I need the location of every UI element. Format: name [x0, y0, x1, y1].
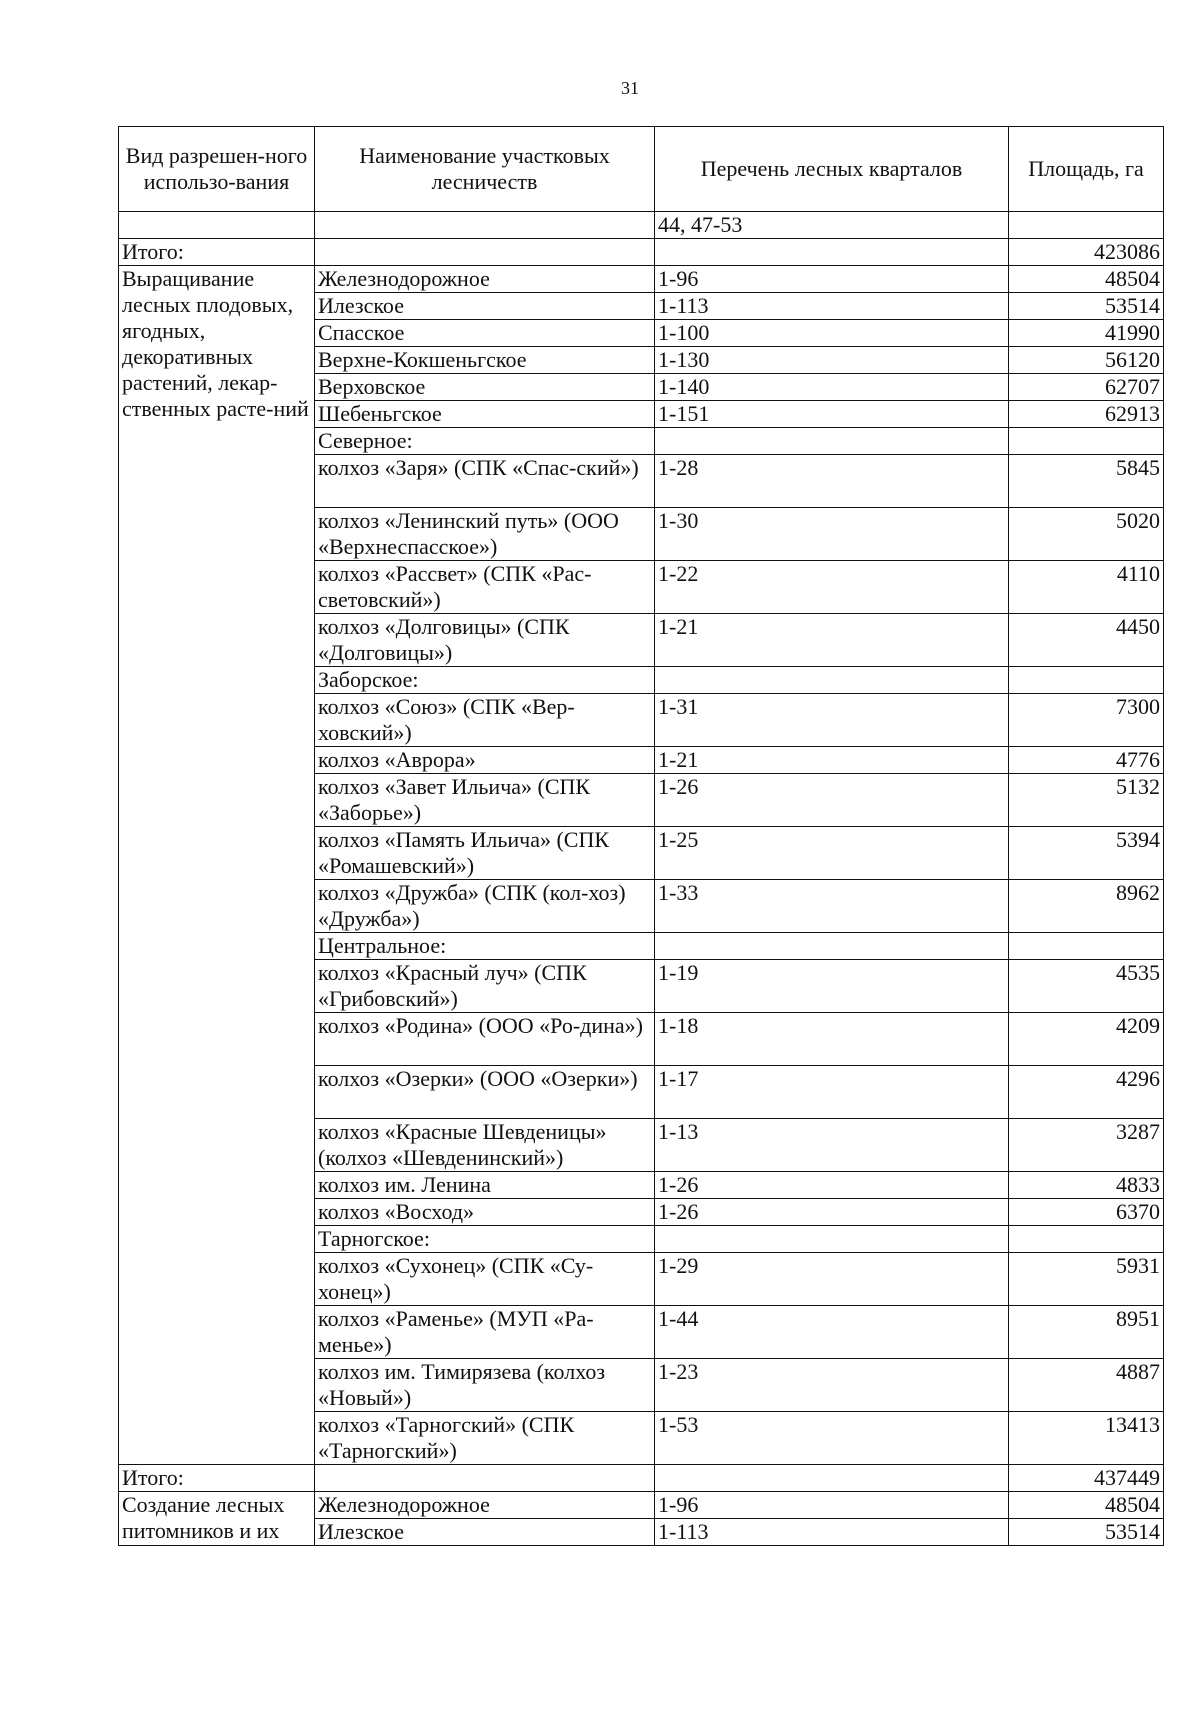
forest-use-table — [118, 126, 1164, 1546]
cell-area: 4209 — [1009, 1013, 1164, 1066]
cell-district: Железнодорожное — [315, 1492, 655, 1519]
cell-district: Центральное: — [315, 933, 655, 960]
cell-quarters: 1-44 — [655, 1306, 1009, 1359]
cell-district: колхоз «Родина» (ООО «Ро-дина») — [315, 1013, 655, 1066]
cell-quarters — [655, 667, 1009, 694]
cell-district: колхоз «Завет Ильича» (СПК «Заборье») — [315, 774, 655, 827]
cell-quarters: 1-26 — [655, 1172, 1009, 1199]
cell-area: 3287 — [1009, 1119, 1164, 1172]
cell-area: 13413 — [1009, 1412, 1164, 1465]
cell-area — [1009, 933, 1164, 960]
cell-area: 5394 — [1009, 827, 1164, 880]
cell-area: 4887 — [1009, 1359, 1164, 1412]
cell-district: колхоз «Рассвет» (СПК «Рас-световский») — [315, 561, 655, 614]
cell-area — [1009, 428, 1164, 455]
table-row — [119, 1492, 1164, 1519]
cell-quarters: 1-30 — [655, 508, 1009, 561]
cell-quarters: 1-100 — [655, 320, 1009, 347]
cell-area: 7300 — [1009, 694, 1164, 747]
cell-area: 4535 — [1009, 960, 1164, 1013]
cell-district: Илезское — [315, 1519, 655, 1546]
cell-district: Верхне-Кокшеньгское — [315, 347, 655, 374]
table-header-row — [119, 127, 1164, 212]
cell-quarters: 1-21 — [655, 747, 1009, 774]
cell-district: Илезское — [315, 293, 655, 320]
cell-area — [1009, 212, 1164, 239]
cell-district: Спасское — [315, 320, 655, 347]
cell-quarters: 1-13 — [655, 1119, 1009, 1172]
cell-area: 4110 — [1009, 561, 1164, 614]
cell-use-type: Выращивание лесных плодовых, ягодных, декоративных растений, лекар-ственных расте-ний — [119, 266, 315, 1465]
cell-area: 62707 — [1009, 374, 1164, 401]
cell-area — [1009, 667, 1164, 694]
cell-district: колхоз «Восход» — [315, 1199, 655, 1226]
cell-quarters: 1-130 — [655, 347, 1009, 374]
cell-quarters: 1-28 — [655, 455, 1009, 508]
cell-area — [1009, 1226, 1164, 1253]
cell-quarters: 1-29 — [655, 1253, 1009, 1306]
cell-quarters — [655, 428, 1009, 455]
cell-area: 8951 — [1009, 1306, 1164, 1359]
cell-district: колхоз «Сухонец» (СПК «Су-хонец») — [315, 1253, 655, 1306]
cell-quarters: 1-113 — [655, 293, 1009, 320]
header-area: Площадь, га — [1009, 127, 1164, 212]
cell-quarters: 1-140 — [655, 374, 1009, 401]
total-area: 423086 — [1009, 239, 1164, 266]
cell-quarters: 1-113 — [655, 1519, 1009, 1546]
header-quarters: Перечень лесных кварталов — [655, 127, 1009, 212]
cell-quarters — [655, 1226, 1009, 1253]
cell-quarters: 1-151 — [655, 401, 1009, 428]
cell-quarters: 1-33 — [655, 880, 1009, 933]
cell-area: 8962 — [1009, 880, 1164, 933]
cell-district: колхоз «Заря» (СПК «Спас-ский») — [315, 455, 655, 508]
cell-district: колхоз «Озерки» (ООО «Озерки») — [315, 1066, 655, 1119]
cell-quarters: 1-26 — [655, 774, 1009, 827]
cell-quarters: 1-25 — [655, 827, 1009, 880]
cell-district: колхоз «Союз» (СПК «Вер-ховский») — [315, 694, 655, 747]
cell-area: 4296 — [1009, 1066, 1164, 1119]
cell-quarters: 1-31 — [655, 694, 1009, 747]
cell-area: 5845 — [1009, 455, 1164, 508]
cell-district: колхоз «Ленинский путь» (ООО «Верхнеспасское») — [315, 508, 655, 561]
cell-district: колхоз «Раменье» (МУП «Ра-менье») — [315, 1306, 655, 1359]
cell-area: 41990 — [1009, 320, 1164, 347]
cell-area: 6370 — [1009, 1199, 1164, 1226]
cell-district: Заборское: — [315, 667, 655, 694]
cell-quarters: 1-19 — [655, 960, 1009, 1013]
total-label: Итого: — [119, 1465, 315, 1492]
cell-quarters — [655, 239, 1009, 266]
table-body — [119, 212, 1164, 1546]
cell-district: Верховское — [315, 374, 655, 401]
cell-quarters: 1-96 — [655, 266, 1009, 293]
cell-district: Шебеньгское — [315, 401, 655, 428]
cell-district: колхоз им. Ленина — [315, 1172, 655, 1199]
cell-area: 4833 — [1009, 1172, 1164, 1199]
cell-district — [315, 212, 655, 239]
cell-area: 53514 — [1009, 1519, 1164, 1546]
cell-quarters: 1-21 — [655, 614, 1009, 667]
cell-area: 4776 — [1009, 747, 1164, 774]
total-row — [119, 1465, 1164, 1492]
cell-district: колхоз «Тарногский» (СПК «Тарногский») — [315, 1412, 655, 1465]
cell-area: 4450 — [1009, 614, 1164, 667]
cell-quarters: 1-22 — [655, 561, 1009, 614]
cell-quarters — [655, 1465, 1009, 1492]
cell-area: 62913 — [1009, 401, 1164, 428]
page-number: 31 — [621, 78, 639, 98]
cell-area: 5931 — [1009, 1253, 1164, 1306]
total-label: Итого: — [119, 239, 315, 266]
header-use-type: Вид разрешен-ного использо-вания — [119, 127, 315, 212]
table-row — [119, 212, 1164, 239]
cell-district: колхоз «Дружба» (СПК (кол-хоз) «Дружба») — [315, 880, 655, 933]
cell-area: 56120 — [1009, 347, 1164, 374]
cell-quarters: 1-23 — [655, 1359, 1009, 1412]
cell-area: 48504 — [1009, 266, 1164, 293]
cell-area: 5020 — [1009, 508, 1164, 561]
cell-quarters: 1-17 — [655, 1066, 1009, 1119]
cell-area: 5132 — [1009, 774, 1164, 827]
cell-quarters — [655, 933, 1009, 960]
cell-district: колхоз «Красный луч» (СПК «Грибовский») — [315, 960, 655, 1013]
cell-district: Северное: — [315, 428, 655, 455]
cell-district — [315, 239, 655, 266]
cell-district: колхоз «Красные Шевденицы» (колхоз «Шевденинский») — [315, 1119, 655, 1172]
cell-area: 48504 — [1009, 1492, 1164, 1519]
cell-area: 53514 — [1009, 293, 1164, 320]
cell-quarters: 1-18 — [655, 1013, 1009, 1066]
cell-district: Железнодорожное — [315, 266, 655, 293]
cell-quarters: 1-26 — [655, 1199, 1009, 1226]
total-area: 437449 — [1009, 1465, 1164, 1492]
cell-quarters: 1-53 — [655, 1412, 1009, 1465]
cell-use-type — [119, 212, 315, 239]
cell-district: колхоз им. Тимирязева (колхоз «Новый») — [315, 1359, 655, 1412]
header-district: Наименование участковых лесничеств — [315, 127, 655, 212]
cell-use-type: Создание лесных питомников и их — [119, 1492, 315, 1546]
cell-district: колхоз «Аврора» — [315, 747, 655, 774]
cell-quarters: 44, 47-53 — [655, 212, 1009, 239]
cell-district: Тарногское: — [315, 1226, 655, 1253]
cell-district: колхоз «Память Ильича» (СПК «Ромашевский») — [315, 827, 655, 880]
cell-quarters: 1-96 — [655, 1492, 1009, 1519]
total-row — [119, 239, 1164, 266]
table-row — [119, 266, 1164, 293]
cell-district: колхоз «Долговицы» (СПК «Долговицы») — [315, 614, 655, 667]
cell-district — [315, 1465, 655, 1492]
